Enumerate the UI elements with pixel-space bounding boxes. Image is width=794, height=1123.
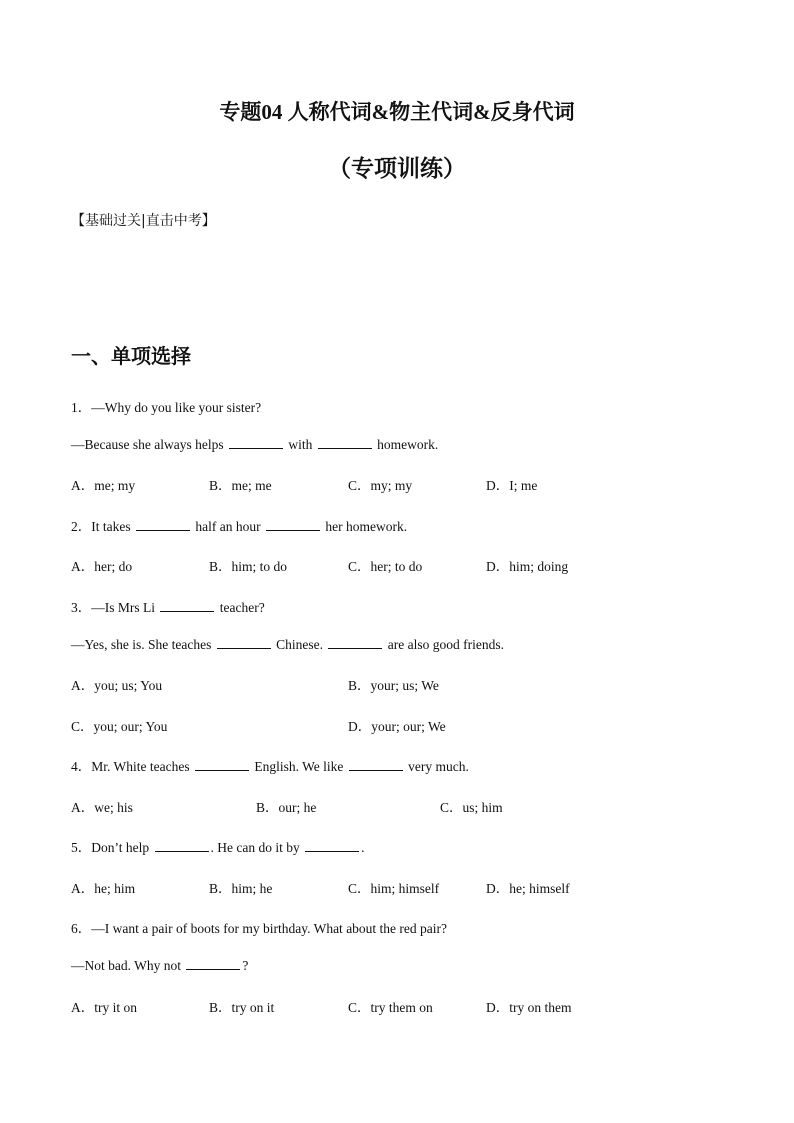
question-3-option-c: C．you; our; You bbox=[71, 719, 168, 734]
answer-blank bbox=[266, 518, 320, 531]
question-3-line-2: —Yes, she is. She teaches Chinese. are also good friends. bbox=[71, 637, 504, 652]
question-2-option-b: B．him; to do bbox=[209, 559, 288, 574]
question-3-line-1: 3．—Is Mrs Li teacher? bbox=[71, 600, 265, 615]
question-6-option-d: D．try on them bbox=[486, 1000, 572, 1015]
section-heading: 一、单项选择 bbox=[71, 344, 191, 368]
question-5-option-c: C．him; himself bbox=[348, 881, 440, 896]
question-1-line-2: —Because she always helps with homework. bbox=[71, 437, 439, 452]
answer-blank bbox=[136, 518, 190, 531]
question-4-line-1: 4．Mr. White teaches English. We like very much. bbox=[71, 759, 469, 774]
question-1-option-b: B．me; me bbox=[209, 478, 272, 493]
question-4-option-c: C．us; him bbox=[440, 800, 503, 815]
question-4-option-b: B．our; he bbox=[256, 800, 317, 815]
question-1-option-d: D．I; me bbox=[486, 478, 538, 493]
answer-blank bbox=[155, 839, 209, 852]
answer-blank bbox=[217, 636, 271, 649]
question-3-option-b: B．your; us; We bbox=[348, 678, 439, 693]
answer-blank bbox=[229, 436, 283, 449]
question-6-line-2: —Not bad. Why not ? bbox=[71, 958, 249, 973]
question-2-option-c: C．her; to do bbox=[348, 559, 423, 574]
question-4-option-a: A．we; his bbox=[71, 800, 133, 815]
answer-blank bbox=[305, 839, 359, 852]
answer-blank bbox=[195, 758, 249, 771]
question-5-line-1: 5．Don’t help . He can do it by . bbox=[71, 840, 365, 855]
question-5-option-d: D．he; himself bbox=[486, 881, 570, 896]
question-5-option-b: B．him; he bbox=[209, 881, 273, 896]
question-3-option-a: A．you; us; You bbox=[71, 678, 163, 693]
question-1-line-1: 1．—Why do you like your sister? bbox=[71, 400, 262, 415]
question-2-option-a: A．her; do bbox=[71, 559, 133, 574]
answer-blank bbox=[318, 436, 372, 449]
answer-blank bbox=[349, 758, 403, 771]
question-2-line-1: 2．It takes half an hour her homework. bbox=[71, 519, 408, 534]
question-6-option-c: C．try them on bbox=[348, 1000, 433, 1015]
question-1-option-c: C．my; my bbox=[348, 478, 413, 493]
question-6-line-1: 6．—I want a pair of boots for my birthday. What about the red pair? bbox=[71, 921, 448, 936]
document-title: 专题04 人称代词&物主代词&反身代词 bbox=[219, 100, 575, 124]
question-2-option-d: D．him; doing bbox=[486, 559, 569, 574]
level-tag: 【基础过关|直击中考】 bbox=[71, 213, 216, 229]
question-3-option-d: D．your; our; We bbox=[348, 719, 446, 734]
question-6-option-b: B．try on it bbox=[209, 1000, 275, 1015]
answer-blank bbox=[186, 957, 240, 970]
question-1-option-a: A．me; my bbox=[71, 478, 136, 493]
question-5-option-a: A．he; him bbox=[71, 881, 136, 896]
question-6-option-a: A．try it on bbox=[71, 1000, 137, 1015]
answer-blank bbox=[160, 599, 214, 612]
answer-blank bbox=[328, 636, 382, 649]
document-subtitle: （专项训练） bbox=[328, 156, 466, 181]
